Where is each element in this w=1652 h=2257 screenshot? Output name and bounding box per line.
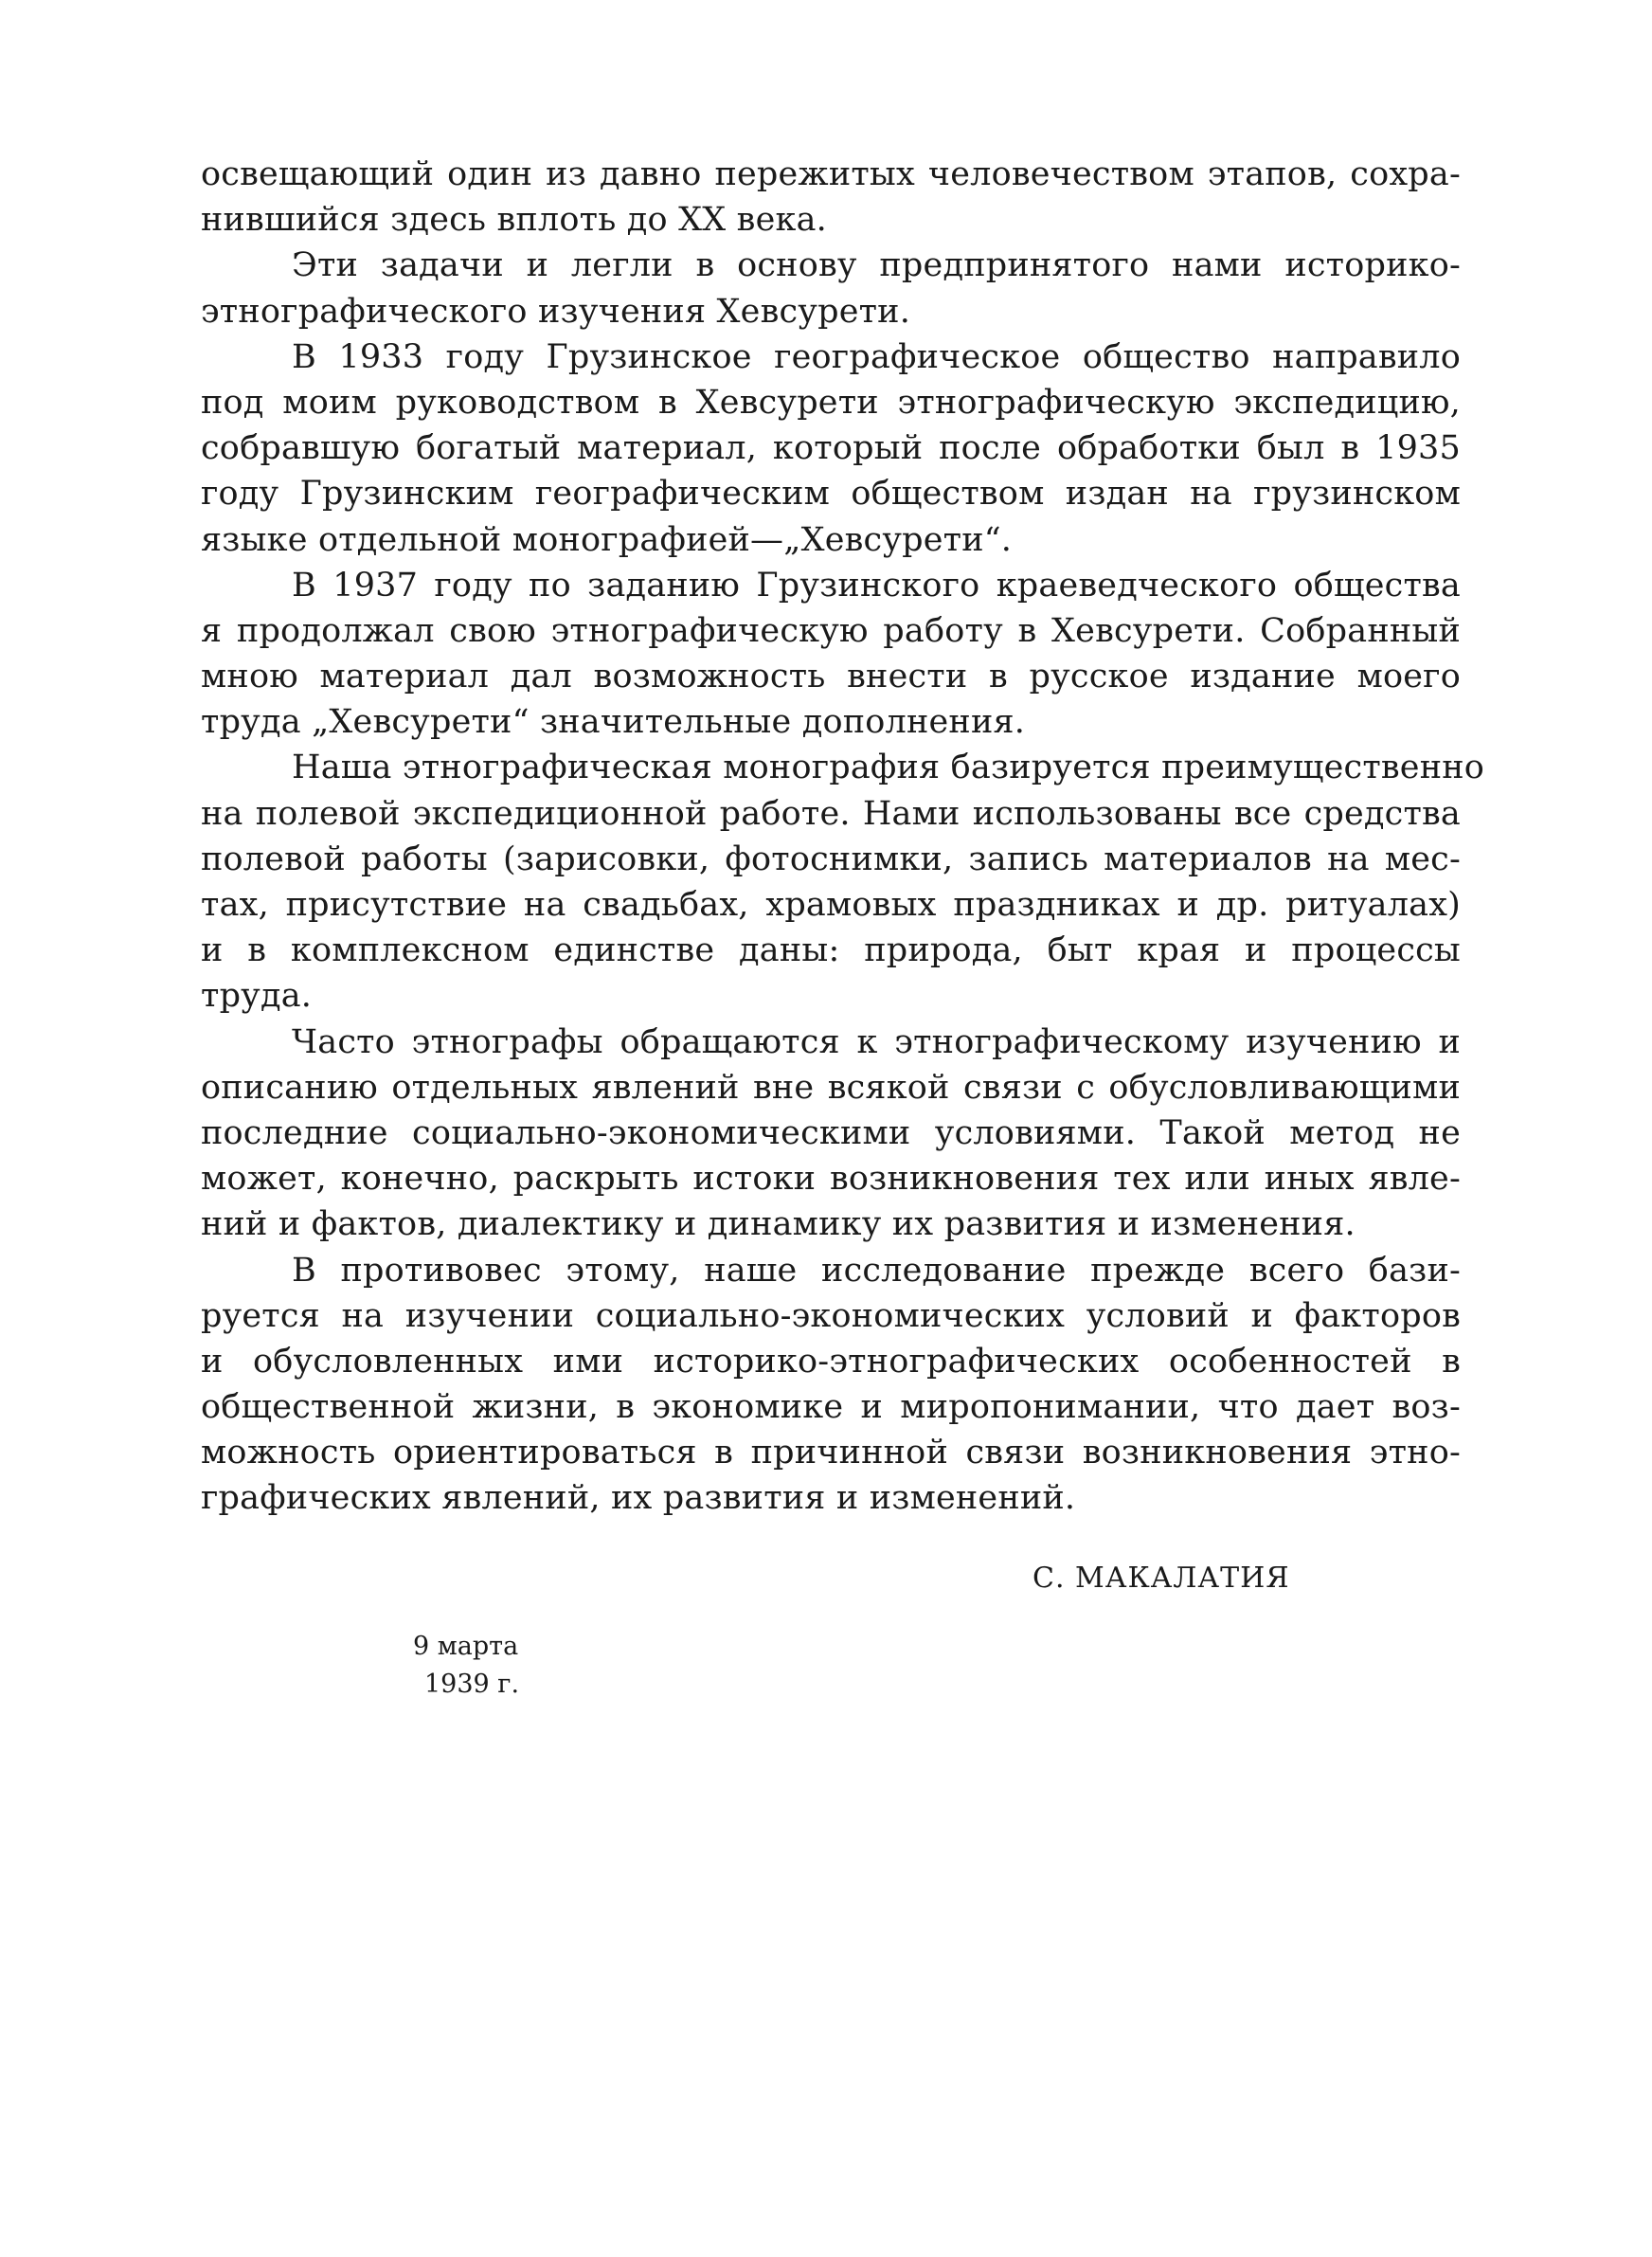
text-line: я продолжал свою этнографическую работу в Хевсурети. Собранный bbox=[201, 611, 1461, 650]
body-text bbox=[201, 152, 1485, 1522]
text-line: тах, присутствие на свадьбах, храмовых праздниках и др. ритуалах) bbox=[201, 886, 1461, 924]
text-line: Эти задачи и легли в основу предпринятого нами историко- bbox=[292, 246, 1461, 285]
text-line: труда. bbox=[201, 977, 313, 1016]
text-line: мною материал дал возможность внести в русское издание моего bbox=[201, 658, 1461, 696]
text-line: на полевой экспедиционной работе. Нами использованы все средства bbox=[201, 794, 1461, 833]
text-line: ний и фактов, диалектику и динамику их развития и изменения. bbox=[201, 1205, 1356, 1244]
text-line: языке отдельной монографией—„Хевсурети“. bbox=[201, 520, 1013, 559]
text-line: труда „Хевсурети“ значительные дополнения. bbox=[201, 703, 1026, 742]
text-line: освещающий один из давно пережитых человечеством этапов, сохра- bbox=[201, 155, 1461, 193]
text-line: В противовес этому, наше исследование прежде всего бази- bbox=[292, 1251, 1461, 1290]
text-line: описанию отдельных явлений вне всякой связи с обусловливающими bbox=[201, 1068, 1461, 1107]
text-line: нившийся здесь вплоть до XX века. bbox=[201, 201, 827, 240]
text-line: может, конечно, раскрыть истоки возникновения тех или иных явле- bbox=[201, 1160, 1461, 1199]
author-signature: С. МАКАЛАТИЯ bbox=[1032, 1562, 1290, 1595]
text-line: Наша этнографическая монография базируется преимущественно bbox=[292, 749, 1485, 787]
date-block bbox=[413, 1628, 519, 1704]
text-line: общественной жизни, в экономике и миропонимании, что дает воз- bbox=[201, 1388, 1461, 1427]
text-line: и в комплексном единстве даны: природа, быт края и процессы bbox=[201, 931, 1461, 970]
text-line: В 1937 году по заданию Грузинского краеведческого общества bbox=[292, 566, 1461, 605]
text-line: можность ориентироваться в причинной связи возникновения этно- bbox=[201, 1434, 1461, 1472]
text-line: этнографического изучения Хевсурети. bbox=[201, 292, 911, 331]
date-day-month: 9 марта bbox=[413, 1632, 519, 1661]
text-line: Часто этнографы обращаются к этнографическому изучению и bbox=[292, 1022, 1461, 1061]
text-line: и обусловленных ими историко-этнографических особенностей в bbox=[201, 1342, 1461, 1381]
text-line: под моим руководством в Хевсурети этнографическую экспедицию, bbox=[201, 383, 1461, 422]
text-line: В 1933 году Грузинское географическое общество направило bbox=[292, 337, 1461, 376]
text-line: году Грузинским географическим обществом издан на грузинском bbox=[201, 475, 1461, 514]
text-line: собравшую богатый материал, который после обработки был в 1935 bbox=[201, 429, 1461, 468]
text-line: руется на изучении социально-экономических условий и факторов bbox=[201, 1296, 1461, 1335]
text-line: полевой работы (зарисовки, фотоснимки, запись материалов на мес- bbox=[201, 840, 1461, 878]
text-line: графических явлений, их развития и изменений. bbox=[201, 1479, 1076, 1518]
date-year: 1939 г. bbox=[424, 1670, 520, 1699]
text-line: последние социально-экономическими условиями. Такой метод не bbox=[201, 1113, 1461, 1152]
